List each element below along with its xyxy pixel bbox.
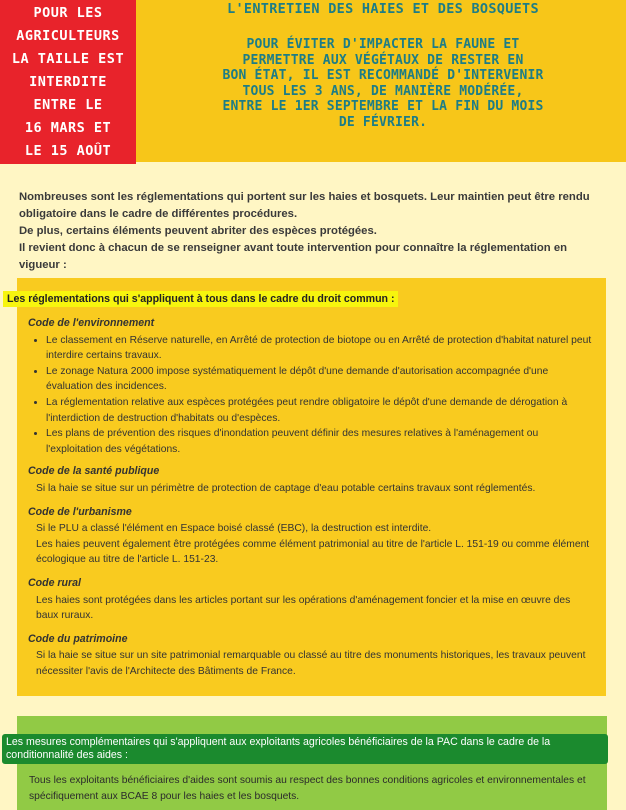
section-title: Code de l'urbanisme [28, 505, 132, 518]
list-item: • Le zonage Natura 2000 impose systématiquement le dépôt d'une demande d'autorisation accompagnée d'une évaluation des incidences. [46, 364, 594, 395]
environnement-list [28, 333, 594, 458]
intro-paragraph: Il revient donc à chacun de se renseigner avant toute intervention pour connaître la réglementation en vigueur : [19, 242, 568, 271]
paragraph: Si la haie se situe sur un périmètre de protection de captage d'eau potable certains travaux sont réglementés. [36, 482, 536, 494]
recommendation-line: DE FÉVRIER. [338, 114, 428, 130]
header-recommendation [140, 37, 626, 130]
intro-paragraph: Nombreuses sont les réglementations qui portent sur les haies et bosquets. Leur maintien peut être rendu obligatoire dans le cadre de différentes procédures. [19, 191, 590, 220]
pac-tag: Les mesures complémentaires qui s'appliquent aux exploitants agricoles bénéficiaires de la PAC dans le cadre de la conditionnalité des aides : [2, 734, 608, 764]
section-text [28, 521, 594, 568]
list-item: • La réglementation relative aux espèces protégées peut rendre obligatoire le dépôt d'une demande de dérogation à l'interdiction de destruction d'habitats ou d'espèces. [46, 395, 594, 426]
warning-line: LA TAILLE EST [11, 51, 125, 67]
section-title: Code de la santé publique [28, 465, 160, 478]
section-title: Code de l'environnement [28, 317, 155, 329]
recommendation-line: PERMETTRE AUX VÉGÉTAUX DE RESTER EN [242, 52, 524, 68]
paragraph: Si la haie se situe sur un site patrimonial remarquable ou classé au titre des monuments historiques, les travaux peuvent nécessiter l'avis de l'Architecte des Bâtiments de France. [36, 650, 586, 677]
section-text [28, 648, 594, 679]
list-item: • Les plans de prévention des risques d'inondation peuvent définir des mesures relatives à l'aménagement ou l'exploitation des végétations. [46, 426, 594, 457]
warning-line: 16 MARS ET [24, 120, 112, 136]
section-title: Code rural [28, 576, 81, 589]
recommendation-line: POUR ÉVITER D'IMPACTER LA FAUNE ET [246, 37, 520, 52]
section-text [28, 593, 594, 624]
common-law-tag: Les réglementations qui s'appliquent à tous dans le cadre du droit commun : [3, 291, 398, 307]
recommendation-line: TOUS LES 3 ANS, DE MANIÈRE MODÉRÉE, [242, 83, 524, 99]
recommendation-line: ENTRE LE 1ER SEPTEMBRE ET LA FIN DU MOIS [222, 99, 544, 114]
section-text [28, 481, 594, 497]
page-title: L'ENTRETIEN DES HAIES ET DES BOSQUETS [227, 1, 539, 17]
paragraph: Si le PLU a classé l'élément en Espace boisé classé (EBC), la destruction est interdite. [36, 523, 432, 535]
common-law-content [28, 316, 594, 687]
pac-text: Tous les exploitants bénéficiaires d'aides sont soumis au respect des bonnes conditions agricoles et environnementales et spécifiquement aux BCAE 8 pour les haies et les bosquets. [29, 775, 586, 802]
list-item: • Le classement en Réserve naturelle, en Arrêté de protection de biotope ou en Arrêté de protection d'habitat naturel peut interdire certains travaux. [46, 333, 594, 364]
paragraph: Les haies sont protégées dans les articles portant sur les opérations d'aménagement foncier et la mise en œuvre des baux ruraux. [36, 594, 571, 622]
warning-line: POUR LES [33, 5, 103, 21]
warning-line: LE 15 AOÛT [24, 143, 112, 159]
warning-line: INTERDITE [29, 74, 107, 90]
intro-text [19, 189, 609, 274]
warning-line: ENTRE LE [33, 97, 103, 113]
paragraph: Les haies peuvent également être protégées comme élément patrimonial au titre de l'article L. 151-19 ou comme élément écologique au titre de l'article L. 151-23. [36, 538, 590, 566]
section-title: Code du patrimoine [28, 632, 128, 645]
intro-paragraph: De plus, certains éléments peuvent abriter des espèces protégées. [19, 225, 377, 237]
warning-line: AGRICULTEURS [16, 28, 120, 44]
warning-box [0, 0, 136, 164]
recommendation-line: BON ÉTAT, IL EST RECOMMANDÉ D'INTERVENIR [222, 68, 544, 83]
